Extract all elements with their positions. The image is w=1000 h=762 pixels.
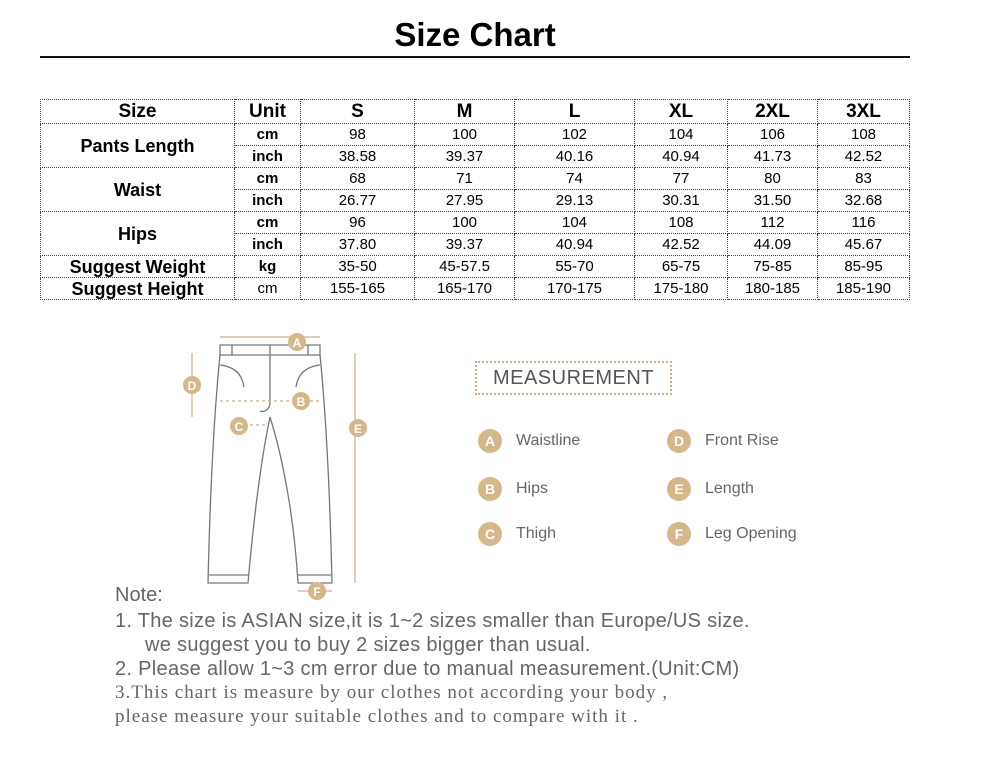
- legend-label: Length: [705, 480, 754, 497]
- note-line-1: 1. The size is ASIAN size,it is 1~2 sizes smaller than Europe/US size.: [115, 610, 750, 632]
- header-size: Size: [41, 100, 235, 124]
- legend-item-leg-opening: [667, 522, 797, 546]
- table-cell: 98: [301, 124, 415, 146]
- table-cell: 31.50: [728, 190, 818, 212]
- table-cell: 55-70: [515, 256, 635, 278]
- table-cell: 104: [515, 212, 635, 234]
- notes-section: [115, 584, 750, 729]
- header-xl: XL: [635, 100, 728, 124]
- unit-cell: kg: [235, 256, 301, 278]
- marker-b: [292, 392, 310, 410]
- unit-cell: inch: [235, 146, 301, 168]
- unit-cell: inch: [235, 190, 301, 212]
- note-line-3: 3.This chart is measure by our clothes not according your body ,: [115, 682, 669, 703]
- table-cell: 85-95: [818, 256, 910, 278]
- table-cell: 68: [301, 168, 415, 190]
- row-label-pants-length: Pants Length: [41, 124, 235, 168]
- table-cell: 39.37: [415, 234, 515, 256]
- table-cell: 112: [728, 212, 818, 234]
- legend-badge: C: [478, 522, 502, 546]
- table-cell: 180-185: [728, 278, 818, 300]
- unit-cell: cm: [235, 212, 301, 234]
- table-cell: 27.95: [415, 190, 515, 212]
- table-cell: 80: [728, 168, 818, 190]
- notes-heading: Note:: [115, 584, 163, 606]
- svg-text:B: B: [296, 395, 306, 409]
- row-label-hips: Hips: [41, 212, 235, 256]
- legend-label: Hips: [516, 480, 549, 497]
- header-3xl: 3XL: [818, 100, 910, 124]
- table-cell: 102: [515, 124, 635, 146]
- legend-label: Waistline: [516, 432, 581, 449]
- table-cell: 26.77: [301, 190, 415, 212]
- table-row: [41, 168, 910, 190]
- legend-item-front-rise: [667, 429, 779, 453]
- svg-text:E: E: [353, 422, 363, 436]
- table-cell: 108: [818, 124, 910, 146]
- row-label-suggest-height: Suggest Height: [41, 278, 235, 300]
- note-line-2: 2. Please allow 1~3 cm error due to manual measurement.(Unit:CM): [115, 658, 740, 680]
- unit-cell: cm: [235, 124, 301, 146]
- note-line-3-continued: please measure your suitable clothes and to compare with it .: [115, 706, 639, 727]
- marker-c: [230, 417, 248, 435]
- table-cell: 155-165: [301, 278, 415, 300]
- row-label-suggest-weight: Suggest Weight: [41, 256, 235, 278]
- marker-a: [288, 333, 306, 351]
- table-cell: 42.52: [818, 146, 910, 168]
- legend-item-waistline: [478, 429, 580, 453]
- unit-cell: cm: [235, 168, 301, 190]
- table-cell: 29.13: [515, 190, 635, 212]
- table-cell: 39.37: [415, 146, 515, 168]
- legend-badge: D: [667, 429, 691, 453]
- table-cell: 65-75: [635, 256, 728, 278]
- header-l: L: [515, 100, 635, 124]
- measurement-heading: MEASUREMENT: [475, 361, 672, 395]
- table-cell: 106: [728, 124, 818, 146]
- table-cell: 175-180: [635, 278, 728, 300]
- table-cell: 104: [635, 124, 728, 146]
- header-2xl: 2XL: [728, 100, 818, 124]
- table-cell: 96: [301, 212, 415, 234]
- legend-label: Front Rise: [705, 432, 779, 449]
- header-m: M: [415, 100, 515, 124]
- legend-item-hips: [478, 477, 548, 501]
- legend-badge: B: [478, 477, 502, 501]
- legend-item-thigh: [478, 522, 556, 546]
- pants-diagram: [170, 325, 430, 600]
- table-cell: 45.67: [818, 234, 910, 256]
- legend-label: Leg Opening: [705, 525, 797, 542]
- legend-badge: E: [667, 477, 691, 501]
- table-cell: 75-85: [728, 256, 818, 278]
- table-row: [41, 256, 910, 278]
- table-cell: 108: [635, 212, 728, 234]
- table-cell: 100: [415, 212, 515, 234]
- table-cell: 35-50: [301, 256, 415, 278]
- legend-badge: A: [478, 429, 502, 453]
- table-cell: 116: [818, 212, 910, 234]
- table-cell: 40.16: [515, 146, 635, 168]
- table-cell: 38.58: [301, 146, 415, 168]
- unit-cell: cm: [235, 278, 301, 300]
- table-cell: 74: [515, 168, 635, 190]
- table-cell: 165-170: [415, 278, 515, 300]
- table-cell: 100: [415, 124, 515, 146]
- table-cell: 40.94: [515, 234, 635, 256]
- legend-item-length: [667, 477, 754, 501]
- table-cell: 71: [415, 168, 515, 190]
- marker-d: [183, 376, 201, 394]
- table-row: [41, 124, 910, 146]
- legend-badge: F: [667, 522, 691, 546]
- marker-e: [349, 419, 367, 437]
- legend-label: Thigh: [516, 525, 557, 542]
- page-title: Size Chart: [394, 16, 556, 53]
- table-cell: 185-190: [818, 278, 910, 300]
- svg-text:A: A: [292, 336, 302, 350]
- table-cell: 44.09: [728, 234, 818, 256]
- table-row: [41, 278, 910, 300]
- table-header-row: [41, 100, 910, 124]
- table-cell: 42.52: [635, 234, 728, 256]
- table-cell: 170-175: [515, 278, 635, 300]
- svg-text:C: C: [234, 420, 244, 434]
- table-cell: 41.73: [728, 146, 818, 168]
- header-s: S: [301, 100, 415, 124]
- svg-text:F: F: [313, 585, 321, 599]
- table-cell: 40.94: [635, 146, 728, 168]
- title-underline: [40, 56, 910, 58]
- table-cell: 45-57.5: [415, 256, 515, 278]
- header-unit: Unit: [235, 100, 301, 124]
- table-cell: 37.80: [301, 234, 415, 256]
- table-row: [41, 212, 910, 234]
- note-line-1-continued: we suggest you to buy 2 sizes bigger than usual.: [145, 634, 591, 656]
- table-cell: 83: [818, 168, 910, 190]
- table-cell: 32.68: [818, 190, 910, 212]
- table-cell: 77: [635, 168, 728, 190]
- row-label-waist: Waist: [41, 168, 235, 212]
- svg-text:D: D: [187, 379, 197, 393]
- unit-cell: inch: [235, 234, 301, 256]
- size-table: [40, 99, 910, 300]
- table-cell: 30.31: [635, 190, 728, 212]
